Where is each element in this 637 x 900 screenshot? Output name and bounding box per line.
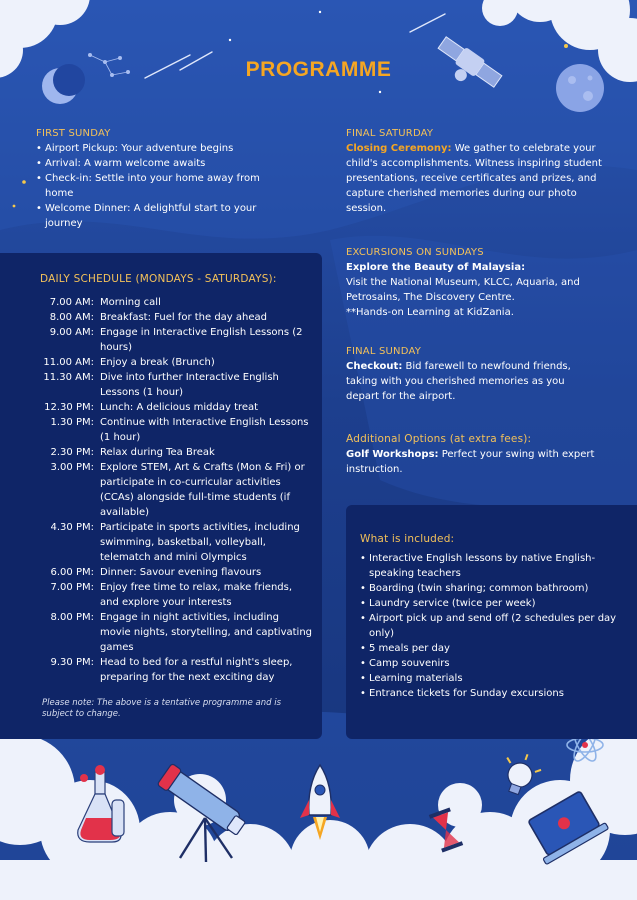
list-item: • Laundry service (twice per week) [360,596,628,611]
excursions-extra: **Hands-on Learning at KidZania. [346,307,514,318]
page-title: PROGRAMME [245,58,392,81]
schedule-row [40,580,312,610]
schedule-time: 9.30 PM: [50,657,94,668]
list-item: • 5 meals per day [360,641,628,656]
schedule-row [40,310,312,325]
schedule-time: 11.30 AM: [43,372,94,383]
schedule-time: 9.00 AM: [49,327,94,338]
excursions-heading: EXCURSIONS ON SUNDAYS [346,247,484,258]
first-sunday-section [36,128,266,231]
final-saturday-section [346,128,604,216]
schedule-row [40,460,312,520]
daily-schedule-panel [0,253,322,739]
checkout-label: Checkout: [346,361,403,372]
schedule-time: 12.30 PM: [44,402,94,413]
schedule-row [40,370,312,400]
list-item: • Welcome Dinner: A delightful start to your journey [36,201,266,231]
list-item: • Camp souvenirs [360,656,628,671]
schedule-table [40,295,312,685]
list-item: • Boarding (twin sharing; common bathroom) [360,581,628,596]
closing-ceremony-text: We gather to celebrate your child's accomplishments. Witness inspiring student presentations, receive certificates and prizes, and capture cherished memories during our photo session. [346,143,602,214]
schedule-row [40,565,312,580]
schedule-time: 7.00 AM: [49,297,94,308]
additional-options-heading: Additional Options (at extra fees): [346,433,532,445]
schedule-activity: Participate in sports activities, including swimming, basketball, volleyball, telematch and mini Olympics [100,522,300,563]
schedule-time: 7.00 PM: [50,582,94,593]
schedule-activity: Enjoy a break (Brunch) [100,357,215,368]
list-item: • Airport pick up and send off (2 schedules per day only) [360,611,628,641]
included-panel [346,505,637,739]
schedule-activity: Morning call [100,297,161,308]
golf-workshops-text: Perfect your swing with expert instruction. [346,449,595,475]
excursions-section [346,247,604,320]
additional-options-section [346,433,606,477]
list-item: • Airport Pickup: Your adventure begins [36,141,266,156]
schedule-activity: Dive into further Interactive English Lessons (1 hour) [100,372,279,398]
final-saturday-heading: FINAL SATURDAY [346,128,434,139]
schedule-time: 1.30 PM: [50,417,94,428]
final-sunday-heading: FINAL SUNDAY [346,346,422,357]
list-item: • Check-in: Settle into your home away from home [36,171,266,201]
daily-schedule-heading: DAILY SCHEDULE (MONDAYS - SATURDAYS): [40,273,277,285]
schedule-row [40,400,312,415]
schedule-row [40,415,312,445]
closing-ceremony-label: Closing Ceremony: [346,143,452,154]
schedule-row [40,520,312,565]
schedule-time: 11.00 AM: [43,357,94,368]
schedule-activity: Breakfast: Fuel for the day ahead [100,312,267,323]
checkout-text: Bid farewell to newfound friends, taking with you cherished memories as you depart for the airport. [346,361,571,402]
list-item: • Learning materials [360,671,628,686]
schedule-activity: Dinner: Savour evening flavours [100,567,262,578]
included-heading: What is included: [360,533,455,545]
schedule-time: 4.30 PM: [50,522,94,533]
schedule-activity: Head to bed for a restful night's sleep, preparing for the next exciting day [100,657,293,683]
schedule-row [40,445,312,460]
first-sunday-list [36,141,266,231]
schedule-activity: Relax during Tea Break [100,447,215,458]
first-sunday-heading: FIRST SUNDAY [36,128,111,139]
final-sunday-section [346,346,596,404]
excursions-lead: Explore the Beauty of Malaysia: [346,262,526,273]
schedule-time: 8.00 AM: [49,312,94,323]
list-item: • Interactive English lessons by native English-speaking teachers [360,551,628,581]
schedule-time: 3.00 PM: [50,462,94,473]
schedule-row [40,295,312,310]
excursions-text: Visit the National Museum, KLCC, Aquaria, and Petrosains, The Discovery Centre. [346,277,580,303]
schedule-activity: Continue with Interactive English Lessons (1 hour) [100,417,309,443]
schedule-row [40,325,312,355]
list-item: • Entrance tickets for Sunday excursions [360,686,628,701]
schedule-time: 8.00 PM: [50,612,94,623]
schedule-activity: Engage in Interactive English Lessons (2 hours) [100,327,303,353]
tentative-note: Please note: The above is a tentative programme and is subject to change. [42,698,281,719]
schedule-row [40,355,312,370]
schedule-activity: Lunch: A delicious midday treat [100,402,259,413]
schedule-activity: Enjoy free time to relax, make friends, and explore your interests [100,582,293,608]
schedule-time: 6.00 PM: [50,567,94,578]
schedule-activity: Explore STEM, Art & Crafts (Mon & Fri) or participate in co-curricular activities (CCAs) alongside full-time students (if available) [100,462,305,518]
golf-workshops-label: Golf Workshops: [346,449,439,460]
schedule-row [40,610,312,655]
included-list [360,551,628,701]
schedule-row [40,655,312,685]
schedule-time: 2.30 PM: [50,447,94,458]
list-item: • Arrival: A warm welcome awaits [36,156,266,171]
schedule-activity: Engage in night activities, including movie nights, storytelling, and captivating games [100,612,313,653]
